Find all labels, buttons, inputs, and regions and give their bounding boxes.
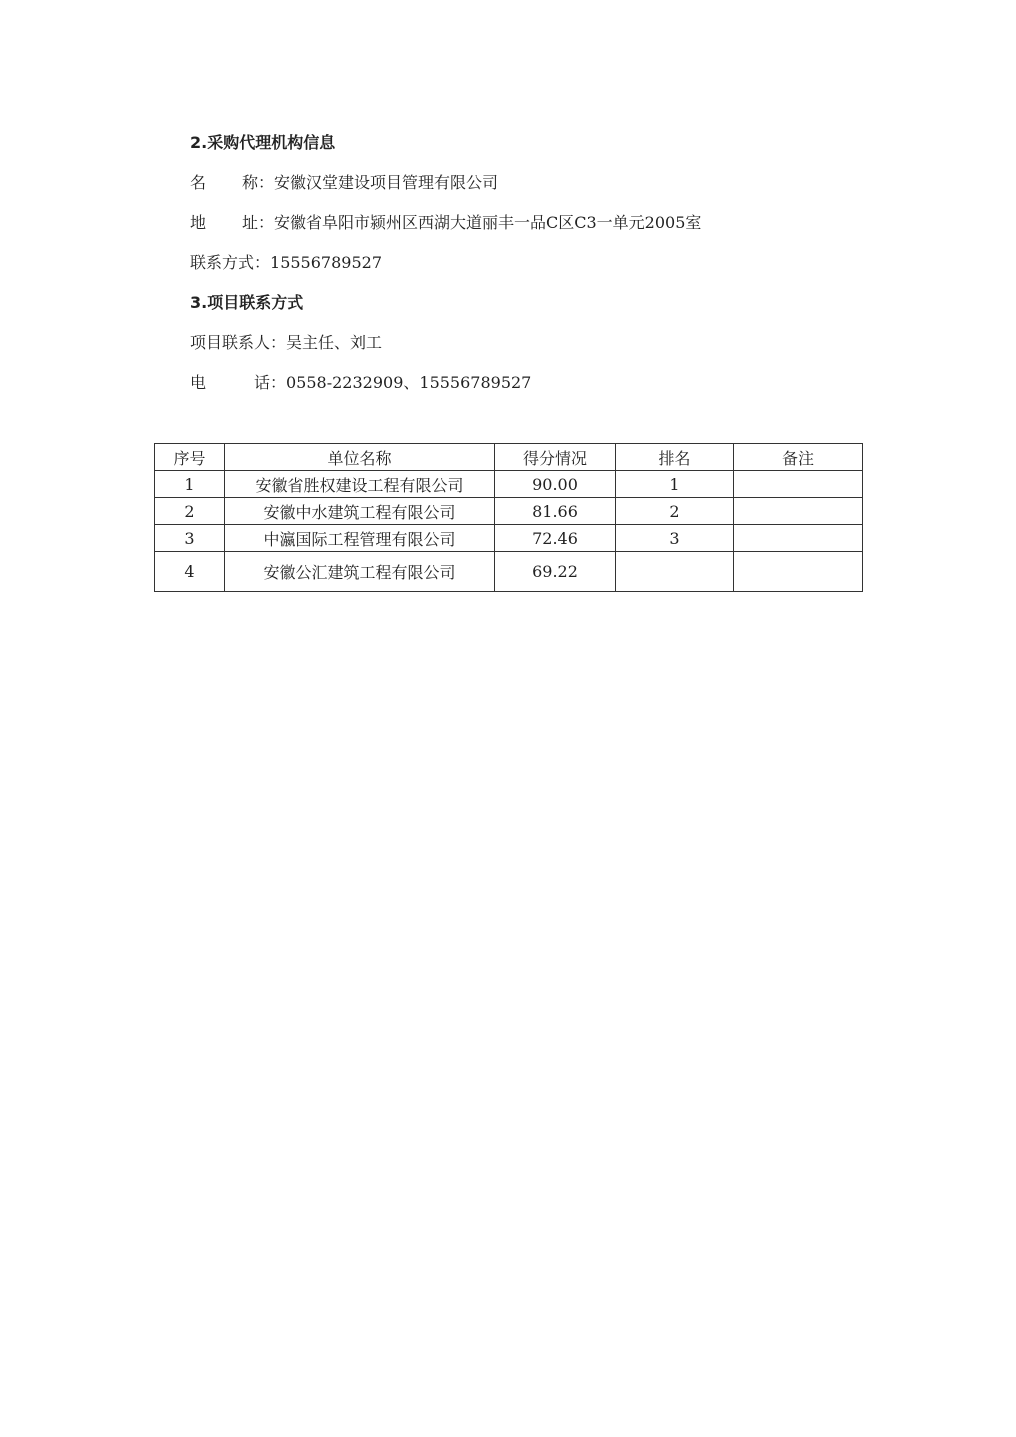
cell-rank: [616, 552, 734, 592]
agency-contact-label: 联系方式：: [190, 253, 271, 272]
agency-section-heading: 2.采购代理机构信息: [190, 133, 336, 152]
cell-score: 69.22: [495, 552, 616, 592]
agency-name-value: 安徽汉堂建设项目管理有限公司: [274, 173, 499, 192]
project-person-label: 项目联系人：: [190, 333, 287, 352]
header-company: 单位名称: [225, 444, 495, 471]
table-row: [155, 552, 863, 592]
cell-score: 90.00: [495, 471, 616, 498]
agency-contact-value: 15556789527: [270, 253, 382, 272]
cell-rank: 2: [616, 498, 734, 525]
agency-address-label: 地 址：: [190, 213, 274, 232]
project-contact-heading: 3.项目联系方式: [190, 293, 304, 312]
header-score: 得分情况: [495, 444, 616, 471]
project-person-value: 吴主任、刘工: [286, 333, 383, 352]
agency-name-line: [190, 173, 498, 193]
cell-note: [734, 525, 863, 552]
project-person-line: [190, 333, 382, 353]
agency-address-line: [190, 213, 701, 233]
header-no: 序号: [155, 444, 225, 471]
cell-rank: 3: [616, 525, 734, 552]
cell-no: 3: [155, 525, 225, 552]
cell-no: 2: [155, 498, 225, 525]
agency-address-value: 安徽省阜阳市颍州区西湖大道丽丰一品C区C3一单元2005室: [274, 213, 702, 232]
table-row: [155, 498, 863, 525]
table-header-row: [155, 444, 863, 471]
cell-company: 安徽省胜权建设工程有限公司: [225, 471, 495, 498]
cell-company: 安徽公汇建筑工程有限公司: [225, 552, 495, 592]
agency-contact-line: [190, 253, 382, 273]
cell-note: [734, 498, 863, 525]
header-note: 备注: [734, 444, 863, 471]
cell-note: [734, 552, 863, 592]
cell-score: 81.66: [495, 498, 616, 525]
table-row: [155, 471, 863, 498]
table-row: [155, 525, 863, 552]
cell-score: 72.46: [495, 525, 616, 552]
cell-company: 中瀛国际工程管理有限公司: [225, 525, 495, 552]
cell-no: 1: [155, 471, 225, 498]
cell-rank: 1: [616, 471, 734, 498]
project-phone-value: 0558-2232909、15556789527: [286, 373, 532, 392]
agency-name-label: 名 称：: [190, 173, 274, 192]
header-rank: 排名: [616, 444, 734, 471]
project-phone-label: 电 话：: [190, 373, 286, 392]
cell-company: 安徽中水建筑工程有限公司: [225, 498, 495, 525]
cell-note: [734, 471, 863, 498]
project-phone-line: [190, 373, 531, 393]
cell-no: 4: [155, 552, 225, 592]
score-table: [154, 443, 863, 592]
